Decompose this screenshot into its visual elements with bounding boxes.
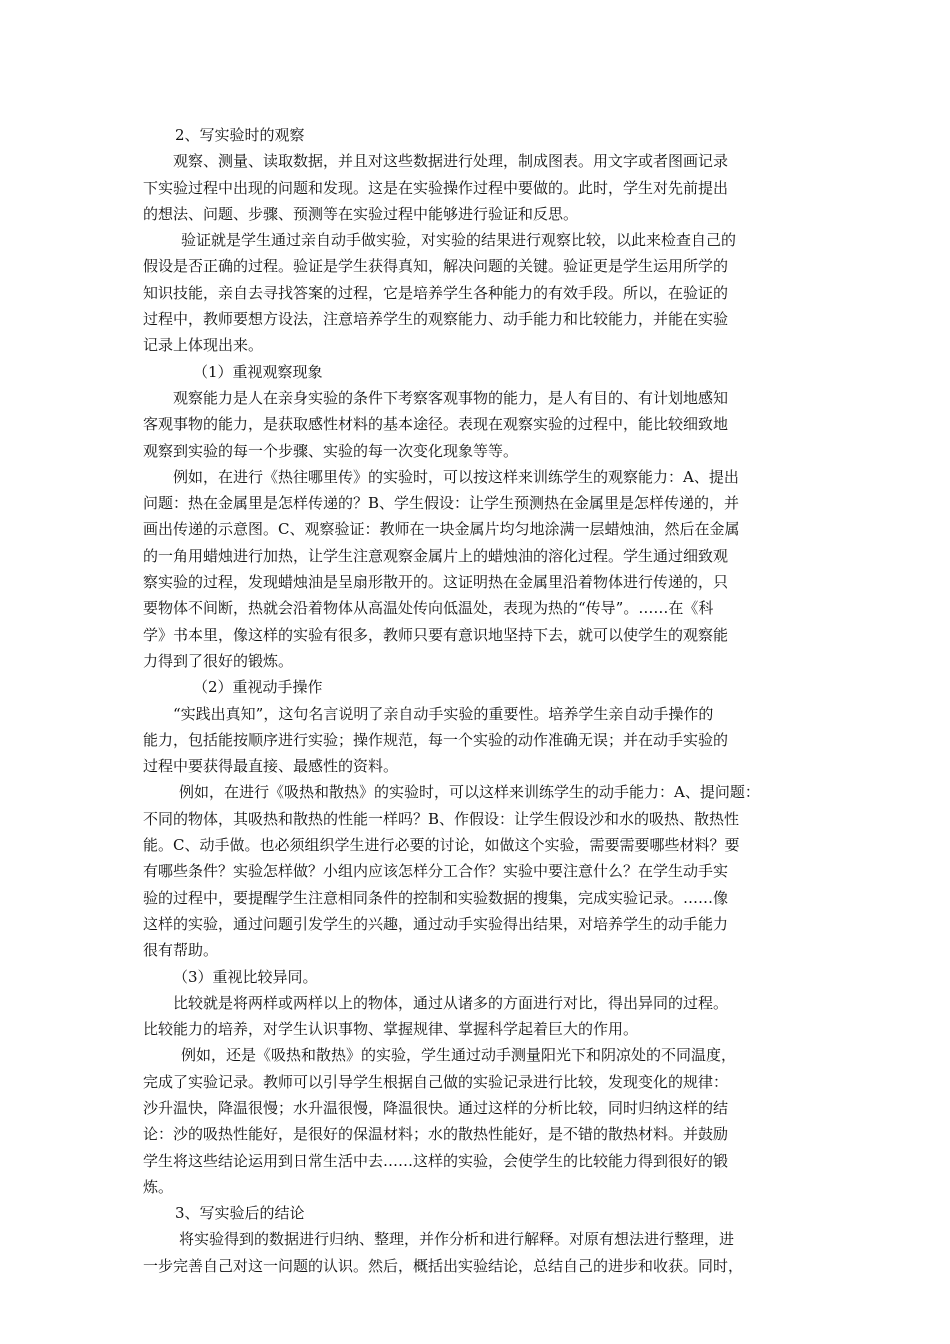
text-line: 的一角用蜡烛进行加热，让学生注意观察金属片上的蜡烛油的溶化过程。学生通过细致观 <box>143 546 729 565</box>
text-line: 知识技能，亲自去寻找答案的过程，它是培养学生各种能力的有效手段。所以，在验证的 <box>143 283 729 302</box>
text-line: 问题：热在金属里是怎样传递的？B、学生假设：让学生预测热在金属里是怎样传递的，并 <box>143 494 740 513</box>
text-line: 要物体不间断，热就会沿着物体从高温处传向低温处，表现为热的“传导”。……在《科 <box>143 599 714 618</box>
text-line: 观察到实验的每一个步骤、实验的每一次变化现象等等。 <box>143 441 519 460</box>
text-line: 3、写实验后的结论 <box>175 1204 305 1223</box>
text-line: 2、写实验时的观察 <box>175 126 305 144</box>
text-line: （2）重视动手操作 <box>193 678 323 697</box>
text-line: 学》书本里，像这样的实验有很多，教师只要有意识地坚持下去，就可以使学生的观察能 <box>143 625 729 644</box>
text-line: 过程中要获得最直接、最感性的资料。 <box>143 757 399 776</box>
text-line: 有哪些条件？实验怎样做？小组内应该怎样分工合作？实验中要注意什么？在学生动手实 <box>143 862 729 881</box>
text-line: 画出传递的示意图。C、观察验证：教师在一块金属片均匀地涂满一层蜡烛油，然后在金属 <box>143 520 740 539</box>
text-line: 例如，在进行《热往哪里传》的实验时，可以按这样来训练学生的观察能力：A、提出 <box>173 467 739 486</box>
text-line: （3）重视比较异同。 <box>173 967 318 986</box>
text-line: 能。C、动手做。也必须组织学生进行必要的讨论，如做这个实验，需要需要哪些材料？要 <box>143 836 740 855</box>
text-line: 很有帮助。 <box>143 941 219 960</box>
text-line: 力得到了很好的锻炼。 <box>143 651 294 670</box>
text-line: 验证就是学生通过亲自动手做实验，对实验的结果进行观察比较，以此来检查自己的 <box>181 231 737 250</box>
text-line: 的想法、问题、步骤、预测等在实验过程中能够进行验证和反思。 <box>143 204 579 223</box>
text-line: 记录上体现出来。 <box>143 336 264 355</box>
text-line: 观察、测量、读取数据，并且对这些数据进行处理，制成图表。用文字或者图画记录 <box>173 152 729 171</box>
text-line: （1）重视观察现象 <box>193 362 323 381</box>
text-line: 下实验过程中出现的问题和发现。这是在实验操作过程中要做的。此时，学生对先前提出 <box>143 178 729 197</box>
text-line: 例如，还是《吸热和散热》的实验，学生通过动手测量阳光下和阴凉处的不同温度， <box>181 1046 737 1065</box>
text-line: 假设是否正确的过程。验证是学生获得真知，解决问题的关键。验证更是学生运用所学的 <box>143 257 729 276</box>
text-line: 比较能力的培养，对学生认识事物、掌握规律、掌握科学起着巨大的作用。 <box>143 1020 639 1039</box>
text-line: 验的过程中，要提醒学生注意相同条件的控制和实验数据的搜集，完成实验记录。……像 <box>143 888 729 907</box>
text-line: 客观事物的能力，是获取感性材料的基本途径。表现在观察实验的过程中，能比较细致地 <box>143 415 729 434</box>
text-line: 将实验得到的数据进行归纳、整理，并作分析和进行解释。对原有想法进行整理，进 <box>179 1230 735 1249</box>
text-line: 论：沙的吸热性能好，是很好的保温材料；水的散热性能好，是不错的散热材料。并鼓励 <box>143 1125 729 1144</box>
text-line: 过程中，教师要想方设法，注意培养学生的观察能力、动手能力和比较能力，并能在实验 <box>143 310 729 329</box>
text-line: 一步完善自己对这一问题的认识。然后，概括出实验结论，总结自己的进步和收获。同时， <box>143 1256 744 1275</box>
text-line: 察实验的过程，发现蜡烛油是呈扇形散开的。这证明热在金属里沿着物体进行传递的，只 <box>143 573 729 592</box>
text-line: 比较就是将两样或两样以上的物体，通过从诸多的方面进行对比，得出异同的过程。 <box>173 993 729 1012</box>
text-line: 不同的物体，其吸热和散热的性能一样吗？B、作假设：让学生假设沙和水的吸热、散热性 <box>143 809 740 828</box>
text-line: 例如，在进行《吸热和散热》的实验时，可以这样来训练学生的动手能力：A、提问题： <box>179 783 760 802</box>
document-body <box>143 122 803 1279</box>
text-line: 能力，包括能按顺序进行实验；操作规范，每一个实验的动作准确无误；并在动手实验的 <box>143 730 729 749</box>
text-line: 学生将这些结论运用到日常生活中去……这样的实验，会使学生的比较能力得到很好的锻 <box>143 1151 729 1170</box>
text-line: 这样的实验，通过问题引发学生的兴趣，通过动手实验得出结果，对培养学生的动手能力 <box>143 914 729 933</box>
text-line: “实践出真知”，这句名言说明了亲自动手实验的重要性。培养学生亲自动手操作的 <box>173 704 714 723</box>
text-line: 观察能力是人在亲身实验的条件下考察客观事物的能力，是人有目的、有计划地感知 <box>173 388 729 407</box>
text-line: 完成了实验记录。教师可以引导学生根据自己做的实验记录进行比较，发现变化的规律： <box>143 1072 729 1091</box>
text-line: 沙升温快，降温很慢；水升温很慢，降温很快。通过这样的分析比较，同时归纳这样的结 <box>143 1098 729 1117</box>
text-line: 炼。 <box>143 1177 174 1196</box>
